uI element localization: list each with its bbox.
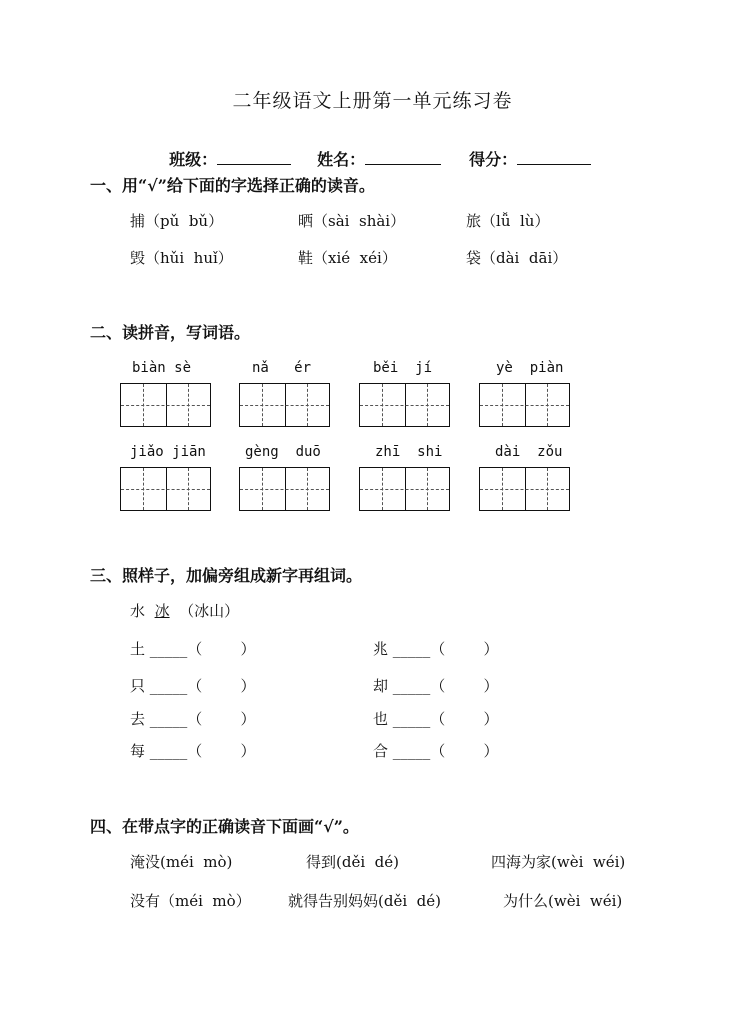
- writing-grid[interactable]: [239, 383, 330, 427]
- writing-grid[interactable]: [120, 467, 211, 511]
- s4-item-3: 四海为家(wèi wéi): [491, 853, 626, 871]
- example-answer: 冰: [154, 602, 170, 620]
- pinyin-6: gèng duō: [245, 444, 321, 460]
- s4-item-1: 淹没(méi mò): [130, 853, 233, 871]
- pinyin-8: dài zǒu: [495, 444, 563, 460]
- writing-grid[interactable]: [359, 383, 450, 427]
- writing-grid[interactable]: [479, 467, 570, 511]
- pinyin-3: běi jí: [373, 360, 433, 376]
- score-label: 得分：: [469, 150, 518, 169]
- s1-item-3: 旅（lǚ lù）: [466, 212, 550, 230]
- s3-item-2: 兆 _____（ ）: [373, 640, 499, 658]
- s3-item-5: 去 _____（ ）: [130, 710, 256, 728]
- score-field: [458, 128, 591, 170]
- pinyin-5: jiǎo jiān: [130, 444, 206, 460]
- s4-item-6: 为什么(wèi wéi): [503, 892, 623, 910]
- pinyin-2: nǎ ér: [252, 360, 312, 376]
- s4-item-2: 得到(děi dé): [306, 853, 399, 871]
- class-blank[interactable]: [217, 150, 291, 165]
- name-blank[interactable]: [365, 150, 441, 165]
- s3-item-3: 只 _____（ ）: [130, 677, 256, 695]
- example-row: 水 冰 （冰山）: [130, 602, 240, 620]
- section3-heading: 三、照样子，加偏旁组成新字再组词。: [90, 566, 363, 585]
- writing-grid[interactable]: [120, 383, 211, 427]
- s3-item-4: 却 _____（ ）: [373, 677, 499, 695]
- name-label: 姓名：: [317, 150, 366, 169]
- s1-item-2: 晒（sài shài）: [298, 212, 406, 230]
- section4-heading: 四、在带点字的正确读音下面画“√”。: [90, 817, 359, 836]
- s3-item-8: 合 _____（ ）: [373, 742, 499, 760]
- s1-item-5: 鞋（xié xéi）: [298, 249, 397, 267]
- writing-grid[interactable]: [479, 383, 570, 427]
- s1-item-1: 捕（pǔ bǔ）: [130, 212, 224, 230]
- s3-item-6: 也 _____（ ）: [373, 710, 499, 728]
- score-blank[interactable]: [517, 150, 591, 165]
- s1-item-4: 毁（hǔi huǐ）: [130, 249, 233, 267]
- name-field: [306, 128, 441, 170]
- pinyin-7: zhī shi: [375, 444, 443, 460]
- s3-item-7: 每 _____（ ）: [130, 742, 256, 760]
- s4-item-5: 就得告别妈妈(děi dé): [288, 892, 441, 910]
- page-title: 二年级语文上册第一单元练习卷: [232, 90, 513, 112]
- section2-heading: 二、读拼音，写词语。: [90, 323, 251, 342]
- writing-grid[interactable]: [239, 467, 330, 511]
- writing-grid[interactable]: [359, 467, 450, 511]
- class-field: [158, 128, 291, 170]
- s1-item-6: 袋（dài dāi）: [466, 249, 568, 267]
- class-label: 班级：: [169, 150, 218, 169]
- section1-heading: 一、用“√”给下面的字选择正确的读音。: [90, 176, 375, 195]
- s4-item-4: 没有（méi mò）: [130, 892, 251, 910]
- pinyin-1: biàn sè: [132, 360, 192, 376]
- pinyin-4: yè piàn: [496, 360, 564, 376]
- s3-item-1: 土 _____（ ）: [130, 640, 256, 658]
